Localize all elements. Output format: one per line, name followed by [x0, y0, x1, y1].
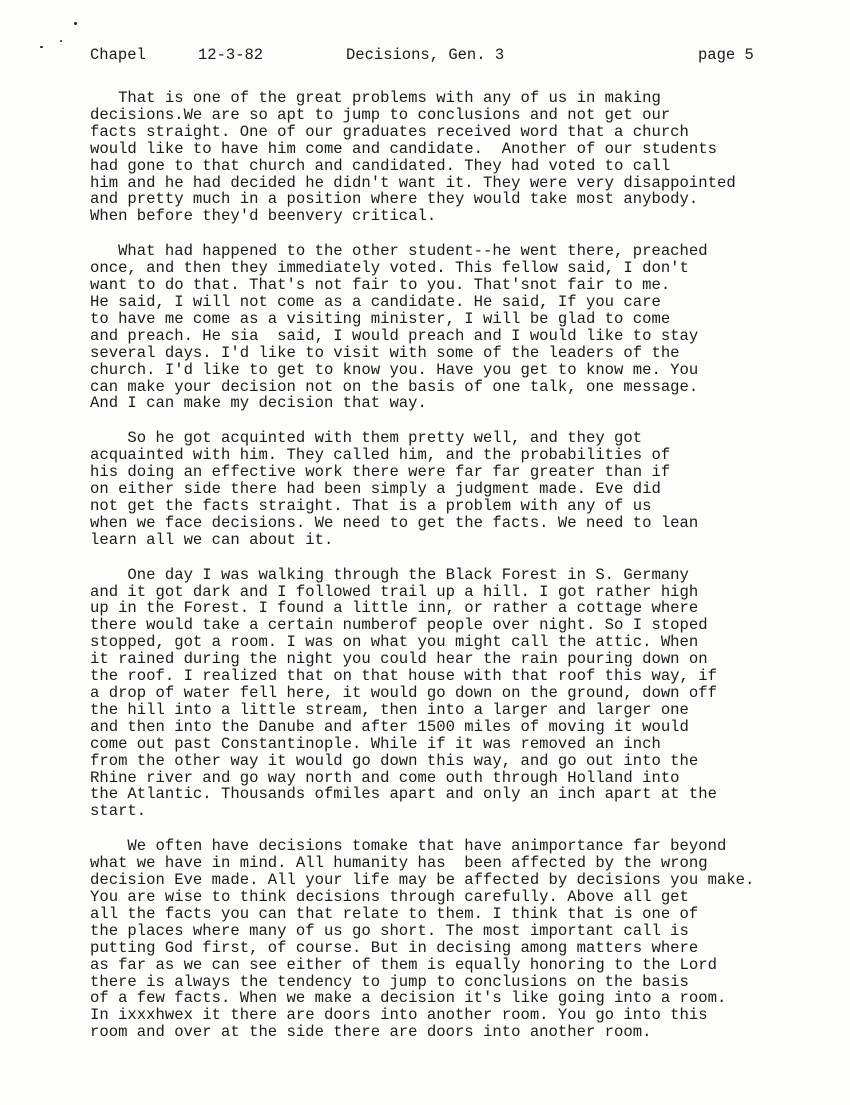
text-line: You are wise to think decisions through carefully. Above all get — [90, 887, 689, 906]
text-line: up in the Forest. I found a little inn, or rather a cottage where — [90, 599, 699, 618]
text-line: and pretty much in a position where they would take most anybody. — [90, 190, 699, 209]
text-line: What had happened to the other student--he went there, preached — [90, 242, 708, 261]
header-chapel-label: Chapel — [90, 46, 146, 64]
text-line: stopped, got a room. I was on what you might call the attic. When — [90, 633, 699, 652]
text-line: start. — [90, 802, 147, 821]
text-line: can make your decision not on the basis of one talk, one message. — [90, 377, 699, 396]
text-line: and preach. He sia said, I would preach and I would like to stay — [90, 326, 699, 345]
text-line: So he got acquinted with them pretty well, and they got — [90, 429, 643, 448]
header-title: Decisions, Gen. 3 — [346, 46, 505, 64]
text-line: And I can make my decision that way. — [90, 394, 427, 413]
text-line: church. I'd like to get to know you. Have you get to know me. You — [90, 360, 699, 379]
text-line: would like to have him come and candidate. Another of our students — [90, 139, 717, 158]
text-line: as far as we can see either of them is equally honoring to the Lord — [90, 955, 717, 974]
text-line: We often have decisions tomake that have animportance far beyond — [90, 837, 727, 856]
text-line: there is always the tendency to jump to conclusions on the basis — [90, 972, 689, 991]
text-line: when we face decisions. We need to get the facts. We need to lean — [90, 513, 699, 532]
text-line: there would take a certain numberof people over night. So I stoped — [90, 616, 708, 635]
body-paragraph — [90, 90, 790, 225]
text-line: Rhine river and go way north and come outh through Holland into — [90, 768, 680, 787]
text-line: want to do that. That's not fair to you. That'snot fair to me. — [90, 276, 671, 295]
text-line: In ixxxhwex it there are doors into another room. You go into this — [90, 1006, 708, 1025]
text-line: and then into the Danube and after 1500 miles of moving it would — [90, 717, 689, 736]
paper-speck-mark — [74, 22, 77, 25]
body-paragraph — [90, 430, 790, 548]
body-paragraph — [90, 243, 790, 412]
text-line: had gone to that church and candidated. They had voted to call — [90, 156, 671, 175]
page-header — [0, 46, 850, 68]
text-line: on either side there had been simply a judgment made. Eve did — [90, 480, 661, 499]
text-line: his doing an effective work there were far far greater than if — [90, 463, 671, 482]
text-line: it rained during the night you could hear the rain pouring down on — [90, 650, 708, 669]
body-paragraph — [90, 838, 790, 1041]
text-line: the places where many of us go short. The most important call is — [90, 921, 689, 940]
text-line: learn all we can about it. — [90, 530, 334, 549]
text-line: the Atlantic. Thousands ofmiles apart and only an inch apart at the — [90, 785, 717, 804]
text-line: He said, I will not come as a candidate. He said, If you care — [90, 292, 661, 311]
text-line: When before they'd beenvery critical. — [90, 207, 437, 226]
text-line: him and he had decided he didn't want it. They were very disappointed — [90, 173, 736, 192]
text-line: come out past Constantinople. While if it was removed an inch — [90, 734, 661, 753]
text-line: decisions.We are so apt to jump to conclusions and not get our — [90, 105, 671, 124]
text-line: from the other way it would go down this way, and go out into the — [90, 751, 699, 770]
text-line: room and over at the side there are doors into another room. — [90, 1023, 652, 1042]
paper-speck-mark — [60, 40, 62, 42]
text-line: not get the facts straight. That is a problem with any of us — [90, 496, 652, 515]
text-line: the hill into a little stream, then into a larger and larger one — [90, 700, 689, 719]
text-line: a drop of water fell here, it would go down on the ground, down off — [90, 684, 717, 702]
text-line: facts straight. One of our graduates received word that a church — [90, 122, 689, 141]
text-line: what we have in mind. All humanity has been affected by the wrong — [90, 854, 708, 873]
text-line: of a few facts. When we make a decision it's like going into a room. — [90, 989, 727, 1008]
text-line: to have me come as a visiting minister, I will be glad to come — [90, 309, 671, 328]
document-body — [90, 90, 790, 1059]
text-line: acquainted with him. They called him, and the probabilities of — [90, 446, 671, 465]
header-page-number: page 5 — [698, 46, 754, 64]
text-line: once, and then they immediately voted. This fellow said, I don't — [90, 259, 689, 278]
text-line: putting God first, of course. But in decising among matters where — [90, 938, 699, 957]
text-line: That is one of the great problems with any of us in making — [90, 89, 661, 107]
header-date: 12-3-82 — [198, 46, 264, 64]
text-line: decision Eve made. All your life may be affected by decisions you make. — [90, 871, 755, 890]
text-line: all the facts you can that relate to them. I think that is one of — [90, 904, 699, 923]
text-line: the roof. I realized that on that house with that roof this way, if — [90, 667, 717, 686]
text-line: several days. I'd like to visit with some of the leaders of the — [90, 343, 680, 362]
body-paragraph — [90, 567, 790, 821]
text-line: One day I was walking through the Black Forest in S. Germany — [90, 565, 689, 584]
text-line: and it got dark and I followed trail up a hill. I got rather high — [90, 582, 699, 601]
